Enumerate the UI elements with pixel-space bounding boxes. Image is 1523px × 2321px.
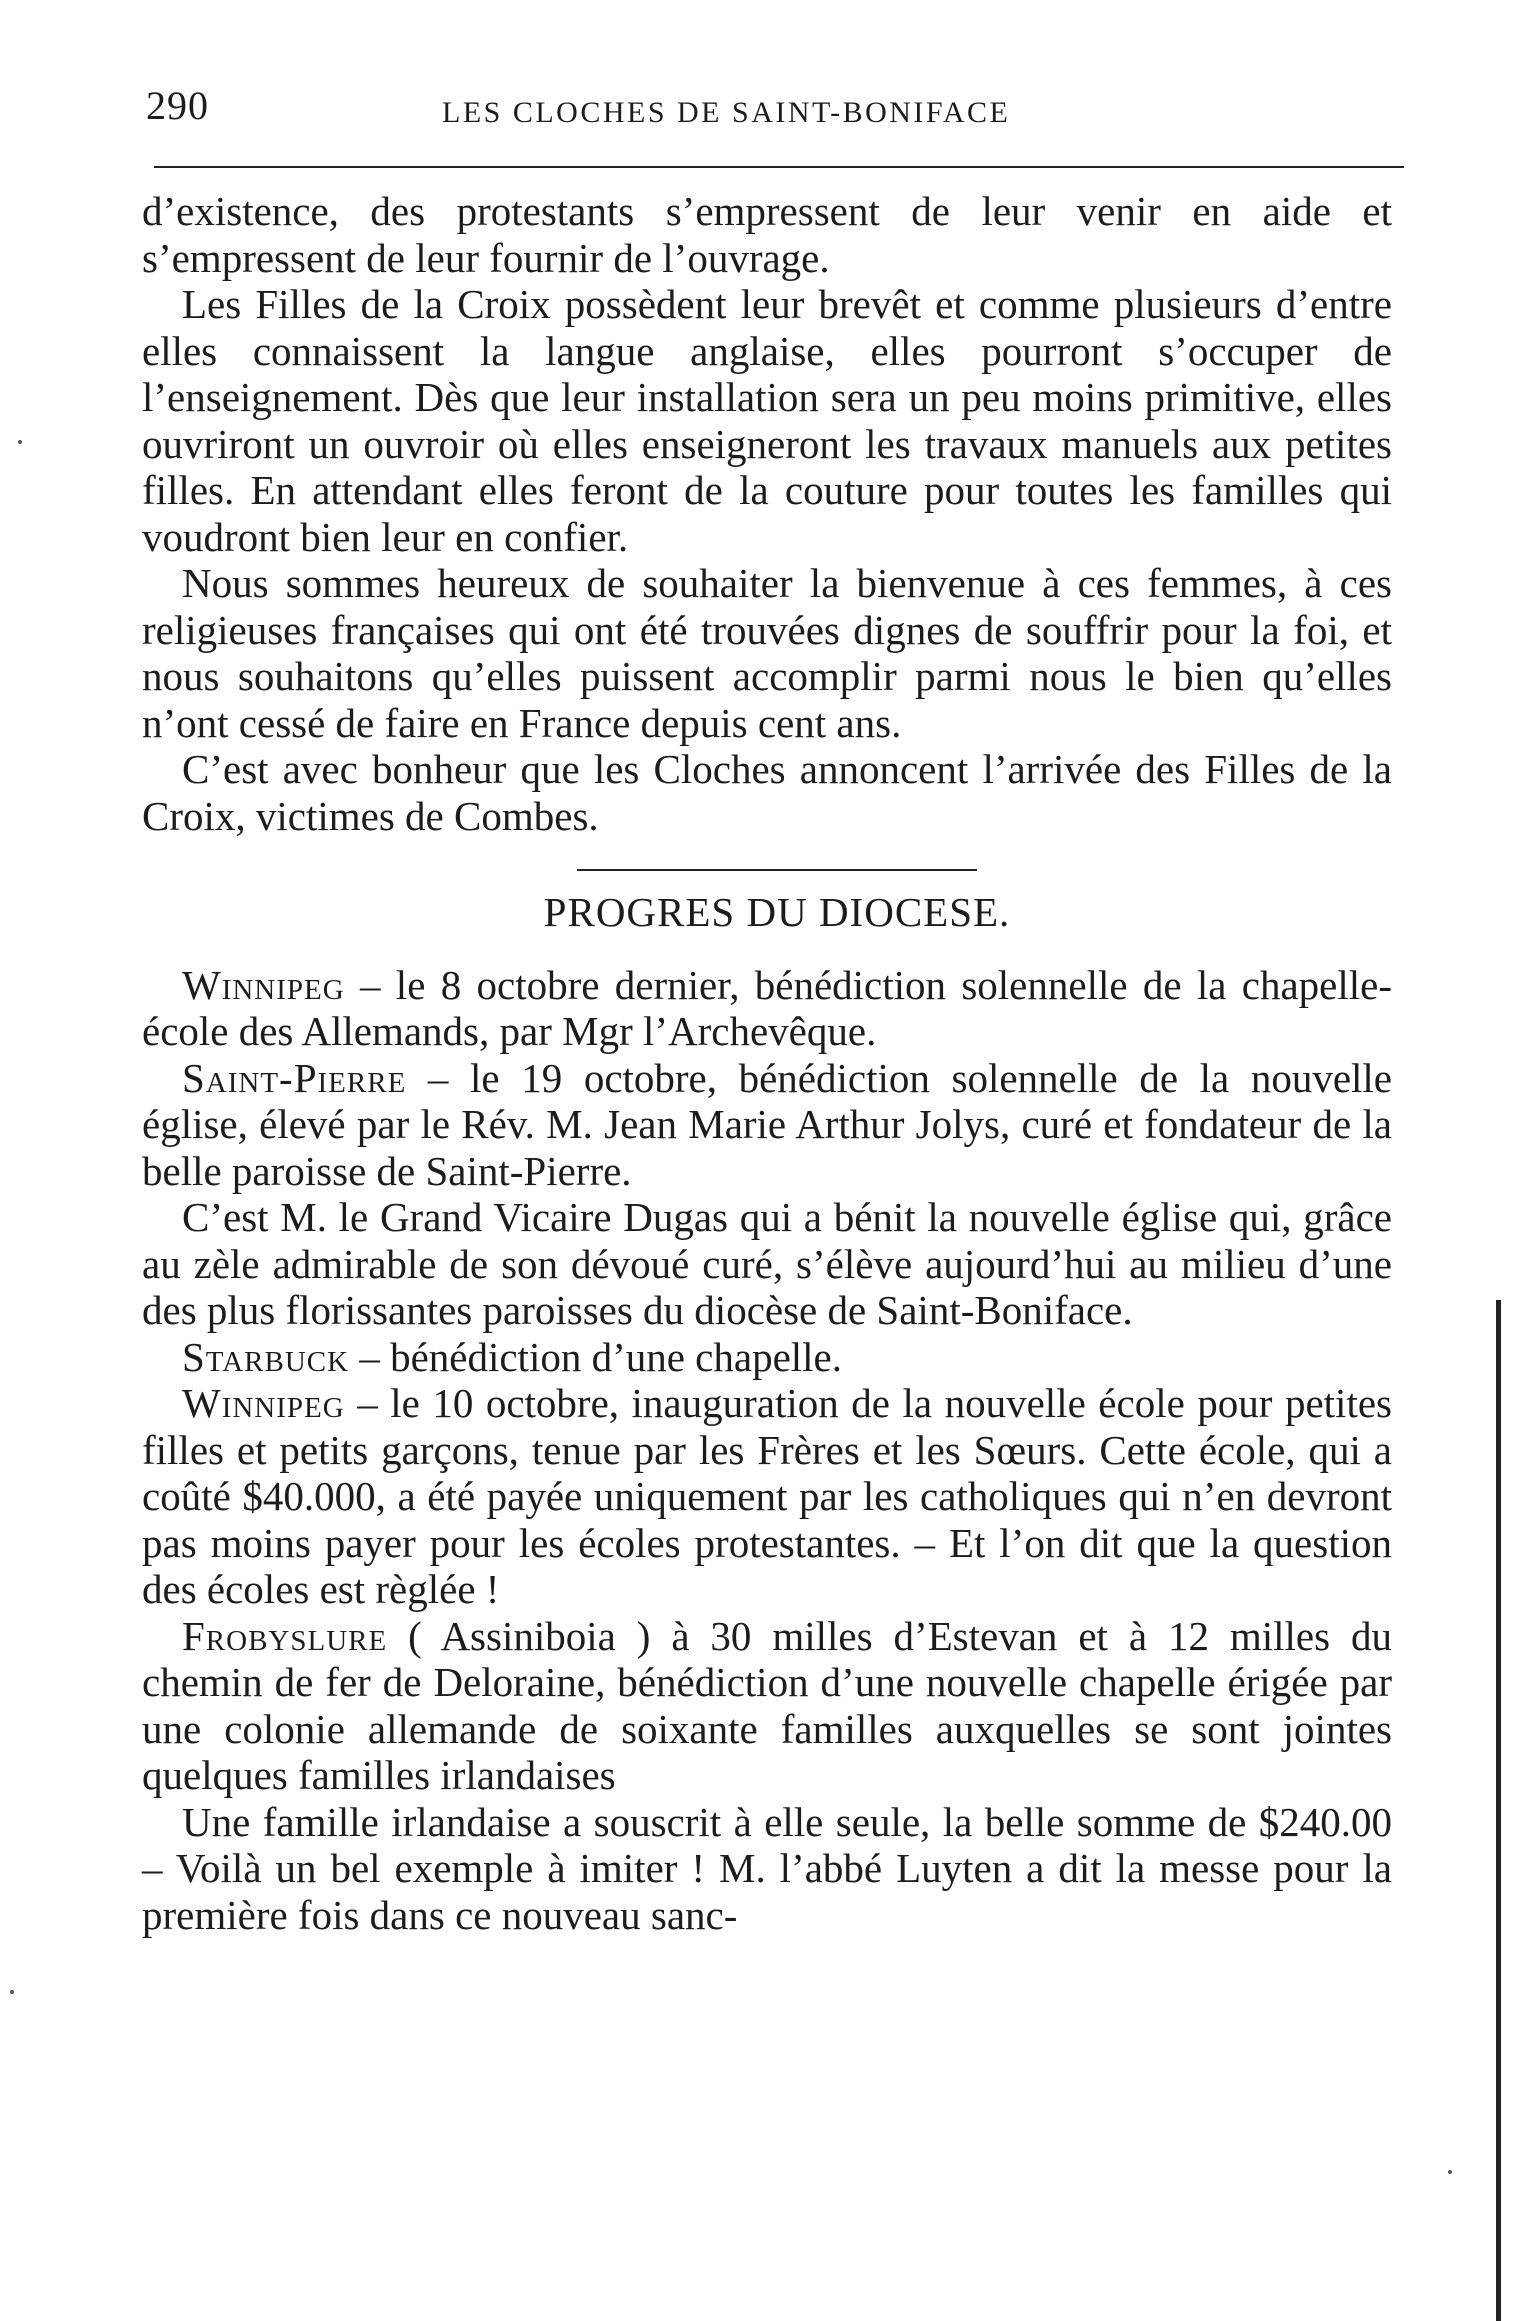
- diocese-entry: [142, 1194, 1392, 1334]
- section-divider: [577, 869, 977, 871]
- entry-place: Winnipeg: [182, 1380, 345, 1426]
- running-title: LES CLOCHES DE SAINT-BONIFACE: [442, 96, 1011, 129]
- diocese-entry: [142, 962, 1392, 1055]
- page-body: [142, 188, 1392, 1938]
- entry-text: – le 19 octobre, bénédiction solennelle de la nouvelle église, élevé par le Rév. M. Jean Marie Arthur Jolys, curé et fondateur de la belle paroisse de Saint-Pierre.: [142, 1054, 1392, 1194]
- scan-speck: [18, 440, 22, 444]
- entry-text: – bénédiction d’une chapelle.: [349, 1333, 843, 1380]
- book-page: [112, 78, 1402, 1938]
- paragraph: Les Filles de la Croix possèdent leur brevêt et comme plusieurs d’entre elles connaissent la langue anglaise, elles pourront s’occuper de l’enseignement. Dès que leur installation sera un peu moins primitive, elles ouvriront un ouvroir où elles enseigneront les travaux manuels aux petites filles. En attendant elles feront de la couture pour toutes les familles qui voudront bien leur en confier.: [142, 281, 1392, 560]
- section-heading: PROGRES DU DIOCESE.: [543, 889, 1011, 935]
- diocese-entry: [142, 1055, 1392, 1195]
- paragraph: C’est avec bonheur que les Cloches annoncent l’arrivée des Filles de la Croix, victimes de Combes.: [142, 746, 1392, 839]
- running-head: [112, 78, 1402, 138]
- diocese-entry: [142, 1380, 1392, 1613]
- diocese-entry: [142, 1799, 1392, 1939]
- entry-text: C’est M. le Grand Vicaire Dugas qui a bénit la nouvelle église qui, grâce au zèle admirable de son dévoué curé, s’élève aujourd’hui au milieu d’une des plus florissantes paroisses du diocèse de Saint-Boniface.: [142, 1194, 1392, 1333]
- entry-text: ( Assiniboia ) à 30 milles d’Estevan et à 12 milles du chemin de fer de Deloraine, bénédiction d’une nouvelle chapelle érigée par une colonie allemande de soixante familles auxquelles se sont jointes quelques familles irlandaises: [142, 1612, 1392, 1798]
- entry-place: Saint-Pierre: [182, 1054, 407, 1101]
- entry-place: Frobyslure: [182, 1612, 388, 1659]
- entry-text: Une famille irlandaise a souscrit à elle seule, la belle somme de $240.00 – Voilà un bel exemple à imiter ! M. l’abbé Luyten a dit la messe pour la première fois dans ce nouveau sanc-: [142, 1798, 1392, 1938]
- scan-speck: [10, 1990, 14, 1994]
- diocese-entry: [142, 1334, 1392, 1381]
- paragraph: Nous sommes heureux de souhaiter la bienvenue à ces femmes, à ces religieuses françaises qui ont été trouvées dignes de souffrir pour la foi, et nous souhaitons qu’elles puissent accomplir parmi nous le bien qu’elles n’ont cessé de faire en France depuis cent ans.: [142, 560, 1392, 746]
- entry-place: Winnipeg: [182, 961, 345, 1008]
- page-number: 290: [146, 83, 209, 128]
- entry-text: – le 8 octobre dernier, bénédiction solennelle de la chapelle-école des Allemands, par Mgr l’Archevêque.: [142, 961, 1392, 1054]
- header-rule: [154, 166, 1404, 168]
- diocese-entry: [142, 1613, 1392, 1799]
- entry-place: Starbuck: [182, 1333, 350, 1380]
- scan-speck: [1448, 2170, 1452, 2174]
- page-edge-shadow: [1496, 1300, 1501, 2321]
- paragraph: d’existence, des protestants s’empressent de leur venir en aide et s’empressent de leur fournir de l’ouvrage.: [142, 188, 1392, 281]
- entry-text: – le 10 octobre, inauguration de la nouvelle école pour petites filles et petits garçons, tenue par les Frères et les Sœurs. Cette école, qui a coûté $40.000, a été payée uniquement par les catholiques qui n’en devront pas moins payer pour les écoles protestantes. – Et l’on dit que la question des écoles est règlée !: [142, 1380, 1392, 1612]
